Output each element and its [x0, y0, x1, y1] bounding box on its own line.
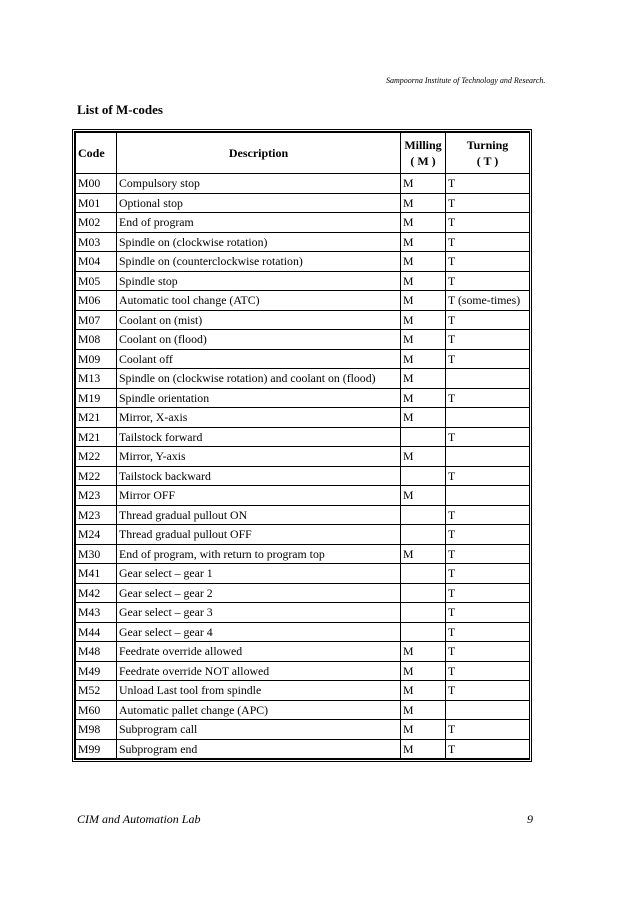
cell-turning: T [446, 330, 530, 350]
cell-code: M21 [76, 427, 117, 447]
cell-milling: M [401, 544, 446, 564]
cell-milling: M [401, 174, 446, 194]
cell-milling [401, 564, 446, 584]
cell-milling: M [401, 193, 446, 213]
cell-turning [446, 408, 530, 428]
milling-code-label: ( M ) [410, 154, 436, 168]
table-row [76, 700, 530, 720]
cell-code: M98 [76, 720, 117, 740]
cell-milling: M [401, 661, 446, 681]
table-row [76, 505, 530, 525]
column-header-turning [446, 133, 530, 174]
table-row [76, 622, 530, 642]
page-number: 9 [527, 812, 533, 826]
cell-code: M30 [76, 544, 117, 564]
cell-turning: T [446, 349, 530, 369]
table-row [76, 564, 530, 584]
cell-code: M00 [76, 174, 117, 194]
cell-turning: T [446, 661, 530, 681]
cell-turning: T [446, 232, 530, 252]
cell-milling: M [401, 388, 446, 408]
turning-label: Turning [466, 138, 509, 152]
column-header-milling [401, 133, 446, 174]
table-row [76, 583, 530, 603]
cell-turning: T [446, 174, 530, 194]
cell-milling: M [401, 642, 446, 662]
cell-turning: T [446, 310, 530, 330]
cell-description: Subprogram end [117, 739, 401, 759]
table-row [76, 349, 530, 369]
cell-code: M05 [76, 271, 117, 291]
table-row [76, 330, 530, 350]
cell-description: Tailstock backward [117, 466, 401, 486]
m-codes-table-frame [72, 129, 532, 762]
cell-turning: T [446, 720, 530, 740]
cell-milling: M [401, 739, 446, 759]
cell-description: Feedrate override allowed [117, 642, 401, 662]
cell-code: M49 [76, 661, 117, 681]
cell-code: M24 [76, 525, 117, 545]
footer-lab-name: CIM and Automation Lab [77, 812, 201, 826]
table-row [76, 525, 530, 545]
table-row [76, 603, 530, 623]
table-row [76, 232, 530, 252]
cell-description: Spindle on (clockwise rotation) [117, 232, 401, 252]
cell-turning: T [446, 525, 530, 545]
cell-turning [446, 700, 530, 720]
cell-milling [401, 583, 446, 603]
cell-milling: M [401, 700, 446, 720]
cell-milling: M [401, 213, 446, 233]
cell-description: Gear select – gear 2 [117, 583, 401, 603]
cell-turning: T [446, 642, 530, 662]
cell-milling [401, 622, 446, 642]
cell-description: End of program, with return to program top [117, 544, 401, 564]
cell-turning [446, 369, 530, 389]
table-row [76, 213, 530, 233]
cell-code: M01 [76, 193, 117, 213]
cell-code: M99 [76, 739, 117, 759]
cell-milling: M [401, 408, 446, 428]
cell-code: M48 [76, 642, 117, 662]
cell-milling: M [401, 252, 446, 272]
table-row [76, 661, 530, 681]
cell-code: M42 [76, 583, 117, 603]
table-row [76, 408, 530, 428]
cell-milling: M [401, 232, 446, 252]
cell-code: M19 [76, 388, 117, 408]
cell-description: Coolant on (flood) [117, 330, 401, 350]
table-row [76, 174, 530, 194]
cell-turning: T [446, 505, 530, 525]
cell-turning: T [446, 544, 530, 564]
cell-milling: M [401, 330, 446, 350]
cell-description: Automatic tool change (ATC) [117, 291, 401, 311]
cell-milling [401, 603, 446, 623]
cell-turning: T [446, 271, 530, 291]
cell-code: M08 [76, 330, 117, 350]
cell-description: Compulsory stop [117, 174, 401, 194]
cell-code: M22 [76, 447, 117, 467]
table-row [76, 681, 530, 701]
cell-description: Spindle stop [117, 271, 401, 291]
cell-code: M52 [76, 681, 117, 701]
cell-turning [446, 447, 530, 467]
cell-code: M07 [76, 310, 117, 330]
cell-turning: T [446, 564, 530, 584]
cell-turning: T [446, 388, 530, 408]
cell-description: Spindle on (clockwise rotation) and coolant on (flood) [117, 369, 401, 389]
table-row [76, 466, 530, 486]
cell-turning: T [446, 466, 530, 486]
cell-description: Spindle on (counterclockwise rotation) [117, 252, 401, 272]
cell-turning: T [446, 213, 530, 233]
page-title: List of M-codes [77, 102, 163, 117]
cell-description: Automatic pallet change (APC) [117, 700, 401, 720]
cell-code: M23 [76, 505, 117, 525]
cell-code: M04 [76, 252, 117, 272]
cell-description: Gear select – gear 3 [117, 603, 401, 623]
table-body [76, 174, 530, 759]
table-row [76, 193, 530, 213]
cell-turning: T [446, 622, 530, 642]
cell-description: Coolant off [117, 349, 401, 369]
cell-code: M22 [76, 466, 117, 486]
cell-code: M06 [76, 291, 117, 311]
cell-description: End of program [117, 213, 401, 233]
table-row [76, 252, 530, 272]
cell-turning: T [446, 603, 530, 623]
cell-code: M43 [76, 603, 117, 623]
cell-turning: T [446, 427, 530, 447]
cell-code: M60 [76, 700, 117, 720]
column-header-description: Description [117, 133, 401, 174]
table-row [76, 642, 530, 662]
table-row [76, 291, 530, 311]
cell-milling: M [401, 720, 446, 740]
cell-description: Tailstock forward [117, 427, 401, 447]
cell-milling [401, 466, 446, 486]
cell-milling: M [401, 310, 446, 330]
cell-turning: T [446, 252, 530, 272]
table-row [76, 310, 530, 330]
cell-description: Gear select – gear 1 [117, 564, 401, 584]
cell-milling [401, 505, 446, 525]
cell-description: Spindle orientation [117, 388, 401, 408]
cell-code: M23 [76, 486, 117, 506]
cell-milling: M [401, 369, 446, 389]
cell-description: Coolant on (mist) [117, 310, 401, 330]
cell-description: Thread gradual pullout OFF [117, 525, 401, 545]
cell-turning [446, 486, 530, 506]
table-row [76, 739, 530, 759]
cell-milling: M [401, 486, 446, 506]
cell-code: M02 [76, 213, 117, 233]
table-row [76, 271, 530, 291]
institute-header: Sampoorna Institute of Technology and Research. [386, 76, 546, 85]
table-row [76, 447, 530, 467]
cell-milling [401, 427, 446, 447]
cell-milling: M [401, 447, 446, 467]
cell-milling: M [401, 681, 446, 701]
table-header-row [76, 133, 530, 174]
cell-description: Mirror OFF [117, 486, 401, 506]
cell-turning: T [446, 739, 530, 759]
table-row [76, 427, 530, 447]
cell-turning: T [446, 681, 530, 701]
cell-turning: T (some-times) [446, 291, 530, 311]
cell-milling: M [401, 271, 446, 291]
cell-code: M13 [76, 369, 117, 389]
cell-code: M09 [76, 349, 117, 369]
table-row [76, 369, 530, 389]
column-header-code: Code [76, 133, 117, 174]
turning-code-label: ( T ) [476, 154, 499, 168]
cell-code: M21 [76, 408, 117, 428]
cell-code: M44 [76, 622, 117, 642]
cell-milling [401, 525, 446, 545]
table-row [76, 720, 530, 740]
cell-description: Mirror, X-axis [117, 408, 401, 428]
milling-label: Milling [404, 138, 442, 152]
table-row [76, 544, 530, 564]
cell-description: Unload Last tool from spindle [117, 681, 401, 701]
cell-code: M03 [76, 232, 117, 252]
cell-turning: T [446, 193, 530, 213]
table-row [76, 486, 530, 506]
cell-description: Feedrate override NOT allowed [117, 661, 401, 681]
cell-description: Mirror, Y-axis [117, 447, 401, 467]
cell-code: M41 [76, 564, 117, 584]
cell-turning: T [446, 583, 530, 603]
cell-description: Thread gradual pullout ON [117, 505, 401, 525]
cell-description: Subprogram call [117, 720, 401, 740]
cell-milling: M [401, 349, 446, 369]
cell-milling: M [401, 291, 446, 311]
cell-description: Gear select – gear 4 [117, 622, 401, 642]
m-codes-table [75, 132, 530, 759]
table-row [76, 388, 530, 408]
cell-description: Optional stop [117, 193, 401, 213]
